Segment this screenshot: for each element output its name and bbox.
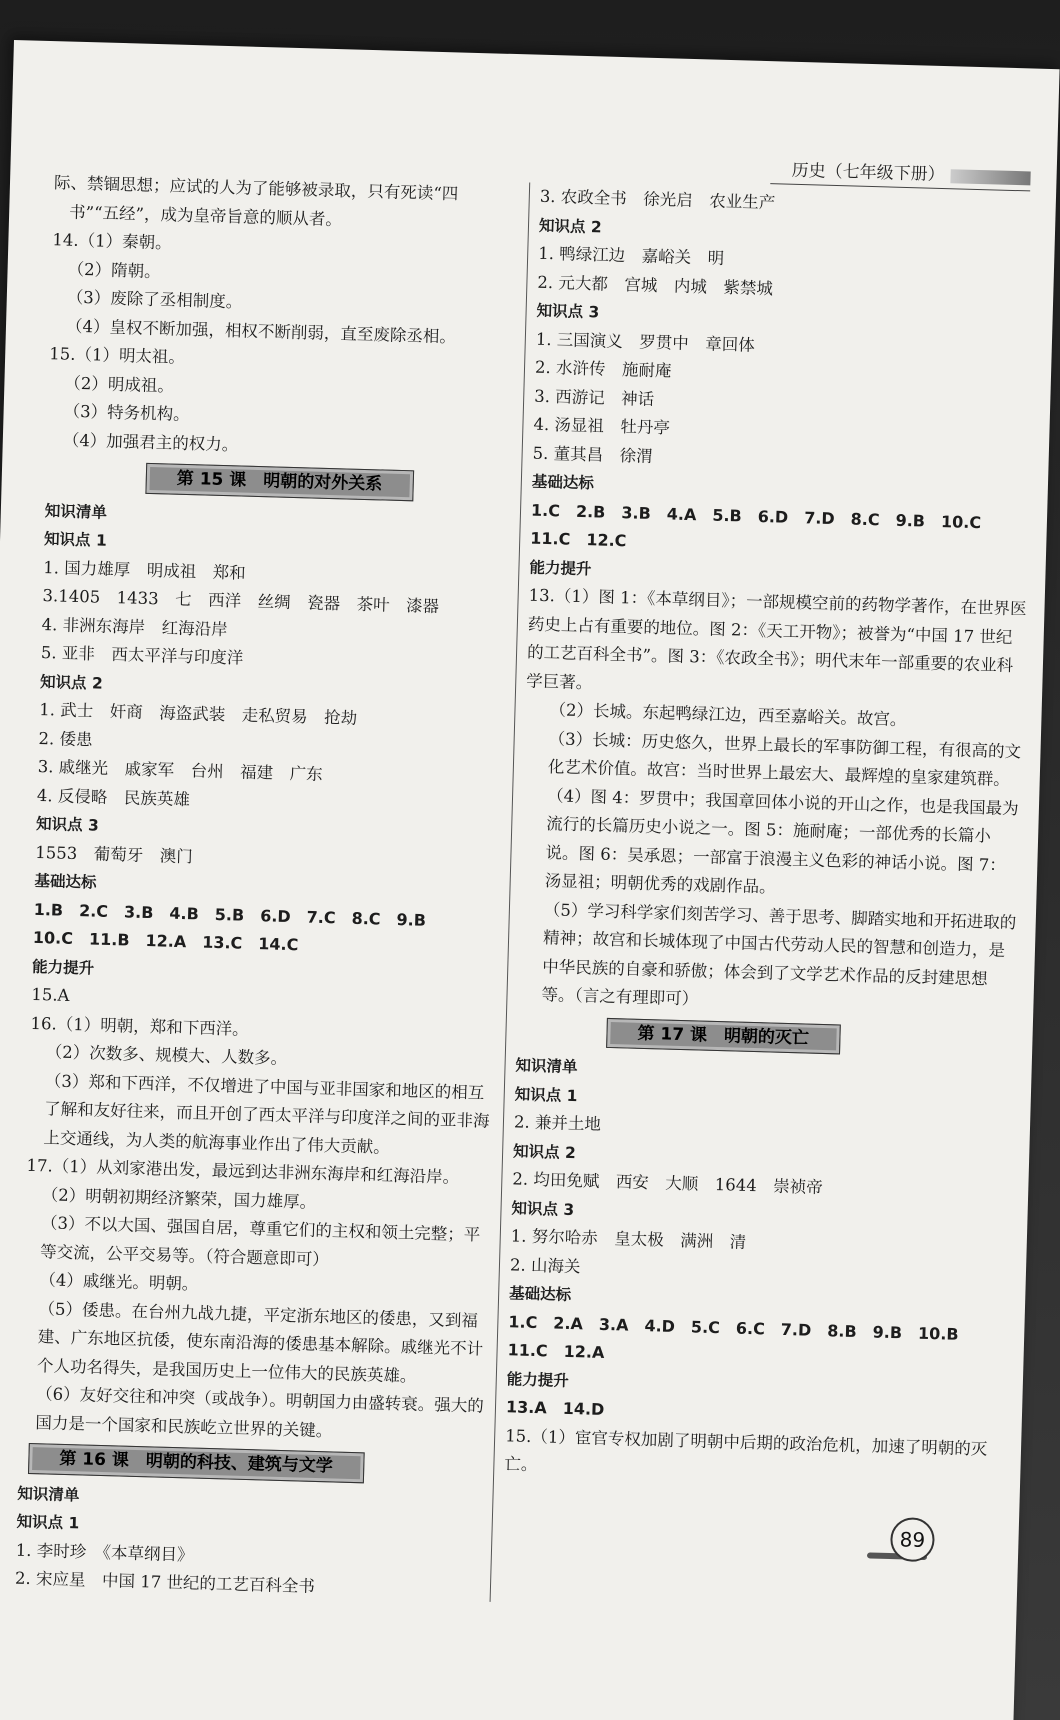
answer-line: 5. 亚非 西太平洋与印度洋 xyxy=(40,642,244,668)
answer-paragraph: （3）长城：历史悠久，世界上最长的军事防御工程，有很高的文化艺术价值。故宫：当时世界上最宏大、最辉煌的皇家建筑群。 xyxy=(547,728,1022,790)
answer-line: （2）次数多、规模大、人数多。 xyxy=(45,1042,288,1069)
answer-line: 2. 山海关 xyxy=(509,1254,581,1276)
answer-paragraph: （3）郑和下西洋，不仅增进了中国与亚非国家和地区的相互了解和友好往来，而且开创了西太平洋与印度洋之间的亚非海上交通线，为人类的航海事业作出了伟大贡献。 xyxy=(43,1070,490,1157)
answer-line: 3. 戚继光 戚家军 台州 福建 广东 xyxy=(37,756,323,784)
answer-line: 1. 鸭绿江边 嘉峪关 明 xyxy=(537,243,725,268)
answer-line: 3. 农政全书 徐光启 农业生产 xyxy=(539,186,776,213)
answer-paragraph: 13.（1）图 1：《本草纲目》；一部规模空前的药物学著作，在世界医药史上占有重要的地位。图 2：《天工开物》；被誉为“中国 17 世纪的工艺百科全书”。图 3：《农政全书》；明代末年一部重要的农业科学巨著。 xyxy=(526,585,1027,692)
answer-line: 1.C 2.B 3.B 4.A 5.B 6.D 7.D 8.C 9.B 10.C xyxy=(530,500,982,532)
answer-line: 16.（1）明朝，郑和下西洋。 xyxy=(30,1013,249,1039)
answer-paragraph: （6）友好交往和冲突（或战争）。明朝国力由盛转衰。强大的国力是一个国家和民族屹立世界的关键。 xyxy=(35,1384,485,1440)
answer-line: 15.A xyxy=(31,984,70,1005)
answer-paragraph: （5）学习科学家们刻苦学习、善于思考、脚踏实地和开拓进取的精神；故宫和长城体现了中国古代劳动人民的智慧和创造力，是中华民族的自豪和骄傲；体会到了文学艺术作品的反封建思想等。（言之有理即可） xyxy=(541,899,1017,1009)
answer-line: 10.C 11.B 12.A 13.C 14.C xyxy=(32,927,299,955)
section-heading: 知识点 1 xyxy=(514,1084,578,1105)
lesson-16-title: 第 16 课 明朝的科技、建筑与文学 xyxy=(28,1443,364,1483)
section-heading: 知识点 3 xyxy=(35,814,100,835)
section-heading: 能力提升 xyxy=(506,1369,570,1390)
text-line: 际、禁锢思想；应试的人为了能够被录取，只有死读“四 xyxy=(53,173,459,204)
section-heading: 知识点 1 xyxy=(43,530,107,550)
text-line: （2）隋朝。 xyxy=(67,259,161,281)
answer-line: 2. 水浒传 施耐庵 xyxy=(534,357,672,381)
section-heading: 知识点 2 xyxy=(512,1141,577,1162)
textbook-page xyxy=(0,40,1060,1720)
answer-line: 1. 国力雄厚 明成祖 郑和 xyxy=(43,557,246,583)
text-line: （3）废除了丞相制度。 xyxy=(66,287,243,312)
lesson-17-title: 第 17 课 明朝的灭亡 xyxy=(606,1017,840,1054)
section-heading: 知识清单 xyxy=(17,1484,80,1504)
answer-line: 2. 宋应星 中国 17 世纪的工艺百科全书 xyxy=(14,1568,316,1597)
section-heading: 知识清单 xyxy=(44,501,108,522)
answer-line: 1553 葡萄牙 澳门 xyxy=(35,842,194,866)
answer-line: 4. 反侵略 民族英雄 xyxy=(36,785,191,809)
section-heading: 基础达标 xyxy=(508,1284,572,1305)
section-heading: 能力提升 xyxy=(529,558,592,578)
section-heading: 基础达标 xyxy=(34,871,97,892)
left-column xyxy=(15,169,523,1606)
answer-paragraph: （4）图 4：罗贯中；我国章回体小说的开山之作，也是我国最为流行的长篇历史小说之一。图 5：施耐庵；一部优秀的长篇小说。图 6：吴承恩；一部富于浪漫主义色彩的神话小说。图 7：汤显祖；明朝优秀的戏剧作品。 xyxy=(544,785,1019,897)
right-column xyxy=(504,183,1040,1493)
lesson-15-title: 第 15 课 明朝的对外关系 xyxy=(145,463,413,501)
section-heading: 知识清单 xyxy=(515,1056,578,1077)
answer-line: 1. 武士 奸商 海盗武装 走私贸易 抢劫 xyxy=(39,699,358,728)
answer-paragraph: （2）长城。东起鸭绿江边，西至嘉峪关。故宫。 xyxy=(549,700,907,730)
answer-line: 2. 倭患 xyxy=(38,728,93,749)
answer-line: （4）戚继光。明朝。 xyxy=(39,1270,199,1294)
answer-line: 1.B 2.C 3.B 4.B 5.B 6.D 7.C 8.C 9.B xyxy=(33,899,427,930)
answer-line: 1.C 2.A 3.A 4.D 5.C 6.C 7.D 8.B 9.B 10.B xyxy=(508,1311,959,1344)
answer-line: 3. 西游记 神话 xyxy=(534,386,655,409)
answer-paragraph: （3）不以大国、强国自居，尊重它们的主权和领土完整；平等交流，公平交易等。（符合题意即可） xyxy=(39,1213,481,1269)
section-heading: 知识点 1 xyxy=(16,1512,80,1533)
header-title: 历史（七年级下册） xyxy=(791,160,945,186)
answer-line: 2. 均田免赋 西安 大顺 1644 崇祯帝 xyxy=(512,1169,824,1198)
section-heading: 能力提升 xyxy=(31,957,95,978)
section-heading: 基础达标 xyxy=(531,472,595,493)
answer-line: 2. 元大都 宫城 内城 紫禁城 xyxy=(537,272,774,298)
page-header xyxy=(791,156,1031,188)
text-line: （2）明成祖。 xyxy=(64,373,175,396)
answer-paragraph: （5）倭患。在台州九战九捷，平定浙东地区的倭患，又到福建、广东地区抗倭，使东南沿海的倭患基本解除。戚继光不计个人功名得失，是我国历史上一位伟大的民族英雄。 xyxy=(36,1298,484,1386)
page-number: 89 xyxy=(890,1517,935,1562)
answer-line: （2）明朝初期经济繁荣，国力雄厚。 xyxy=(41,1184,317,1212)
text-line: （4）皇权不断加强，相权不断削弱，直至废除丞相。 xyxy=(65,316,457,346)
section-heading: 知识点 3 xyxy=(536,301,600,322)
answer-line: 5. 董其昌 徐渭 xyxy=(532,443,653,466)
answer-line: 11.C 12.A xyxy=(507,1340,605,1362)
answer-line: 4. 汤显祖 牡丹亭 xyxy=(533,414,671,438)
answer-line: 4. 非洲东海岸 红海沿岸 xyxy=(41,614,228,639)
answer-line: 2. 兼并土地 xyxy=(513,1112,602,1134)
answer-line: 1. 三国演义 罗贯中 章回体 xyxy=(535,329,756,355)
text-line: 书”“五经”，成为皇帝旨意的顺从者。 xyxy=(68,202,343,229)
answer-line: 11.C 12.C xyxy=(530,528,627,551)
section-heading: 知识点 2 xyxy=(39,672,104,693)
text-line: （3）特务机构。 xyxy=(63,401,190,425)
text-line: 15.（1）明太祖。 xyxy=(48,344,186,367)
header-decoration xyxy=(950,169,1030,185)
answer-line: 1. 努尔哈赤 皇太极 满洲 清 xyxy=(510,1226,747,1252)
text-line: （4）加强君主的权力。 xyxy=(62,430,239,454)
section-heading: 知识点 2 xyxy=(538,216,602,236)
answer-line: 1. 李时珍 《本草纲目》 xyxy=(15,1540,194,1565)
answer-line: 17.（1）从刘家港出发，最远到达非洲东海岸和红海沿岸。 xyxy=(26,1155,460,1187)
section-heading: 知识点 3 xyxy=(511,1198,575,1219)
answer-paragraph: 15.（1）宦官专权加剧了明朝中后期的政治危机，加速了明朝的灭亡。 xyxy=(504,1425,988,1475)
answer-line: 3.1405 1433 七 西洋 丝绸 瓷器 茶叶 漆器 xyxy=(42,586,440,617)
answer-line: 13.A 14.D xyxy=(505,1397,605,1420)
text-line: 14.（1）秦朝。 xyxy=(52,230,172,253)
